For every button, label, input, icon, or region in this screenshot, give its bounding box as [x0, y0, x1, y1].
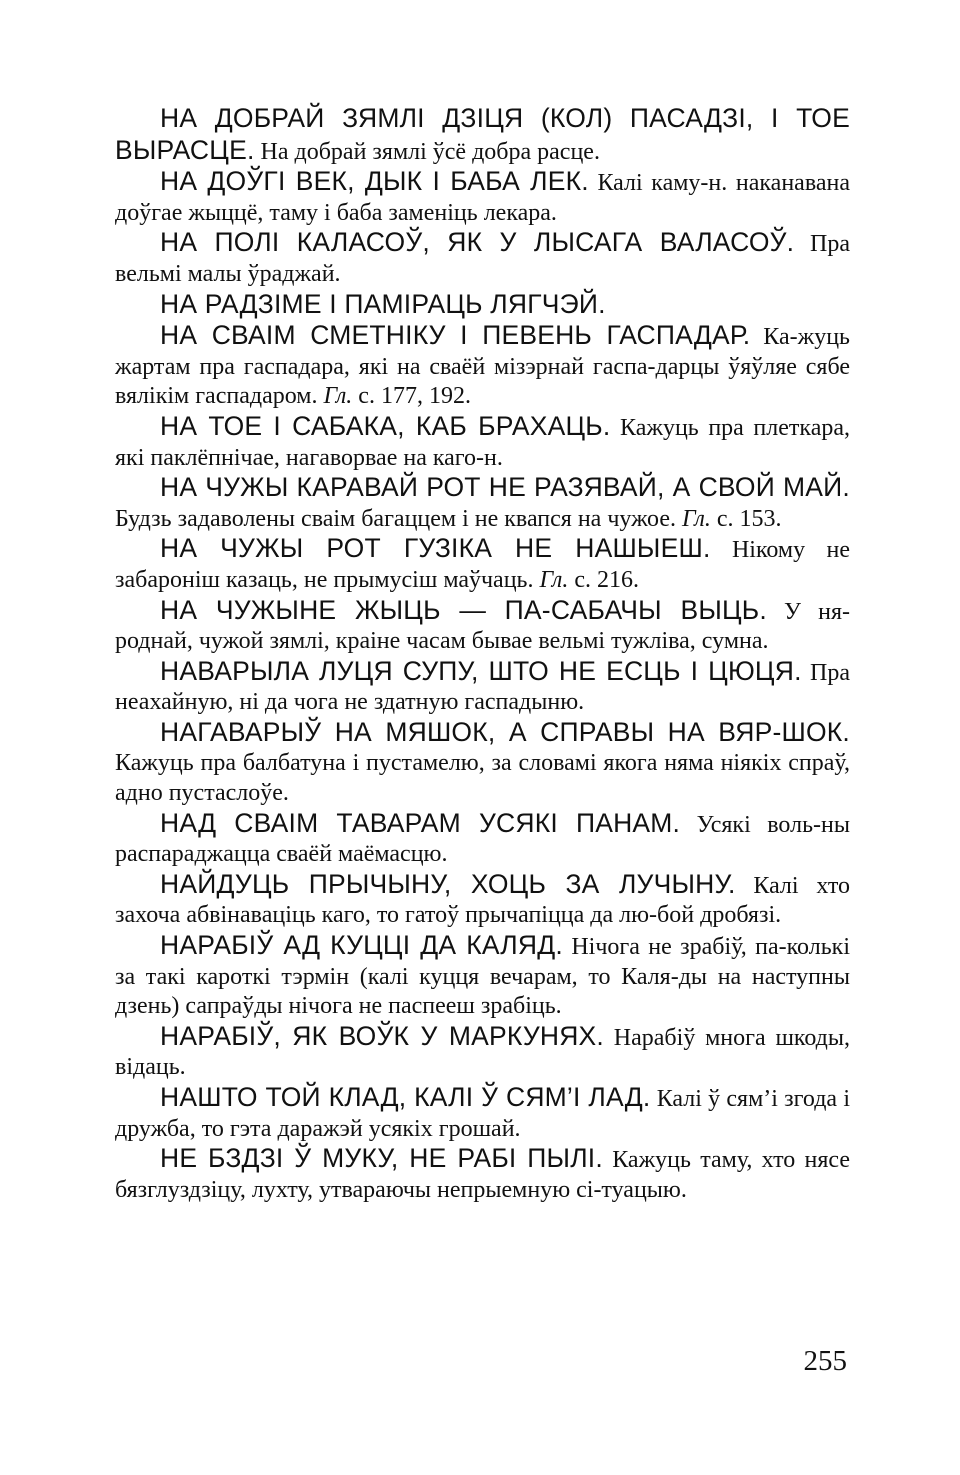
proverb-headword: НА ЧУЖЫНЕ ЖЫЦЬ — ПА-САБАЧЫ ВЫЦЬ.: [160, 594, 767, 625]
cross-reference-pages: с. 153.: [716, 505, 782, 532]
proverb-entry: [115, 657, 850, 718]
proverb-headword: НА ПОЛІ КАЛАСОЎ, ЯК У ЛЫСАГА ВАЛАСОЎ.: [160, 227, 795, 258]
proverb-explanation: Нарабіў многа шкоды, відаць.: [115, 1024, 851, 1081]
proverb-headword: НЕ БЗДЗІ Ў МУКУ, НЕ РАБІ ПЫЛІ.: [160, 1143, 603, 1174]
proverb-entry: [115, 228, 850, 289]
proverb-headword: НАГАВАРЫЎ НА МЯШОК, А СПРАВЫ НА ВЯР-ШОК.: [160, 716, 850, 747]
proverb-headword: НА ДОБРАЙ ЗЯМЛІ ДЗІЦЯ (КОЛ) ПАСАДЗІ, І ТОЕ ВЫРАСЦЕ.: [115, 103, 850, 165]
proverb-explanation: На добрай зямлі ўсё добра расце.: [260, 138, 600, 165]
proverb-headword: НАД СВАІМ ТАВАРАМ УСЯКІ ПАНАМ.: [160, 807, 681, 838]
proverb-headword: НА ЧУЖЫ РОТ ГУЗІКА НЕ НАШЫЕШ.: [160, 533, 711, 564]
proverb-entry: [115, 104, 850, 167]
proverb-entry: [115, 809, 850, 870]
proverb-explanation: У ня-роднай, чужой зямлі, краіне часам бывае вельмі тужліва, сумна.: [115, 598, 850, 655]
proverb-headword: НА РАДЗІМЕ І ПАМІРАЦЬ ЛЯГЧЭЙ.: [160, 288, 606, 319]
proverb-explanation: Пра вельмі малы ўраджай.: [115, 231, 850, 287]
page-number: 255: [803, 1345, 847, 1377]
proverb-entry: [115, 931, 850, 1022]
cross-reference-pages: с. 177, 192.: [358, 383, 471, 410]
proverb-explanation: Калі ў сям’і згода і дружба, то гэта даражэй усякіх грошай.: [115, 1086, 850, 1142]
proverb-entry: [115, 290, 850, 322]
proverb-entry: [115, 1022, 850, 1083]
cross-reference-abbr: Гл.: [682, 505, 711, 532]
proverb-entry: [115, 167, 850, 228]
cross-reference-pages: с. 216.: [574, 566, 639, 593]
proverb-explanation: Нікому не забароніш казаць, не прымусіш маўчаць.: [115, 537, 851, 593]
proverb-explanation: Калі хто захоча абвінаваціць каго, то гатоў прычапіцца да лю-бой дробязі.: [115, 872, 850, 929]
proverb-headword: НА ЧУЖЫ КАРАВАЙ РОТ НЕ РАЗЯВАЙ, А СВОЙ МАЙ.: [160, 472, 850, 503]
proverb-headword: НА ТОЕ І САБАКА, КАБ БРАХАЦЬ.: [160, 410, 611, 441]
proverb-headword: НАШТО ТОЙ КЛАД, КАЛІ Ў СЯМ’І ЛАД.: [160, 1082, 651, 1112]
cross-reference-abbr: Гл.: [539, 566, 569, 593]
proverb-explanation: Кажуць пра балбатуна і пустамелю, за словамі якога няма ніякіх спраў, адно пустаслоўе.: [115, 750, 850, 807]
proverb-explanation: Ка-жуць жартам пра гаспадара, які на сваёй мізэрнай гаспа-дарцы ўяўляе сябе вялікім гаспадаром.: [115, 324, 850, 410]
proverb-explanation: Нічога не зрабіў, па-колькі за такі кароткі тэрмін (калі куцця вечарам, то Каля-ды на наступны дзень) сапраўды нічога не паспееш зрабіць.: [115, 934, 850, 1020]
page-text-column: [115, 104, 850, 1205]
proverb-entry: [115, 412, 850, 473]
proverb-headword: НАРАБІЎ, ЯК ВОЎК У МАРКУНЯХ.: [160, 1020, 604, 1051]
proverb-headword: НАРАБІЎ АД КУЦЦІ ДА КАЛЯД.: [160, 930, 563, 961]
proverb-entry: [115, 473, 850, 534]
proverb-entry: [115, 718, 850, 809]
proverb-explanation: Пра неахайную, ні да чога не здатную гаспадыню.: [115, 659, 851, 716]
proverb-explanation: Усякі воль-ны распараджацца сваёй маёмасцю.: [115, 811, 850, 868]
proverb-entry: [115, 870, 850, 931]
proverb-headword: НАВАРЫЛА ЛУЦЯ СУПУ, ШТО НЕ ЕСЦЬ І ЦЮЦЯ.: [160, 655, 802, 686]
proverb-explanation: Калі каму-н. наканавана доўгае жыццё, таму і баба заменіць лекара.: [115, 170, 850, 226]
proverb-entry: [115, 534, 850, 595]
cross-reference-abbr: Гл.: [323, 383, 353, 410]
proverb-explanation: Кажуць пра плеткара, які паклёпнічае, нагаворвае на каго-н.: [115, 414, 850, 471]
proverb-explanation: Кажуць таму, хто нясе бязглуздзіцу, лухту, утвараючы непрыемную сі-туацыю.: [115, 1147, 851, 1203]
proverb-entry: [115, 1144, 850, 1205]
proverb-explanation: Будзь задаволены сваім багаццем і не квапся на чужое.: [115, 505, 676, 532]
proverb-headword: НА ДОЎГІ ВЕК, ДЫК І БАБА ЛЕК.: [160, 166, 589, 197]
proverb-headword: НАЙДУЦЬ ПРЫЧЫНУ, ХОЦЬ ЗА ЛУЧЫНУ.: [160, 868, 736, 899]
proverb-entry: [115, 1083, 850, 1144]
proverb-entry: [115, 596, 850, 657]
proverb-entry: [115, 321, 850, 412]
proverb-headword: НА СВАІМ СМЕТНІКУ І ПЕВЕНЬ ГАСПАДАР.: [160, 320, 751, 351]
